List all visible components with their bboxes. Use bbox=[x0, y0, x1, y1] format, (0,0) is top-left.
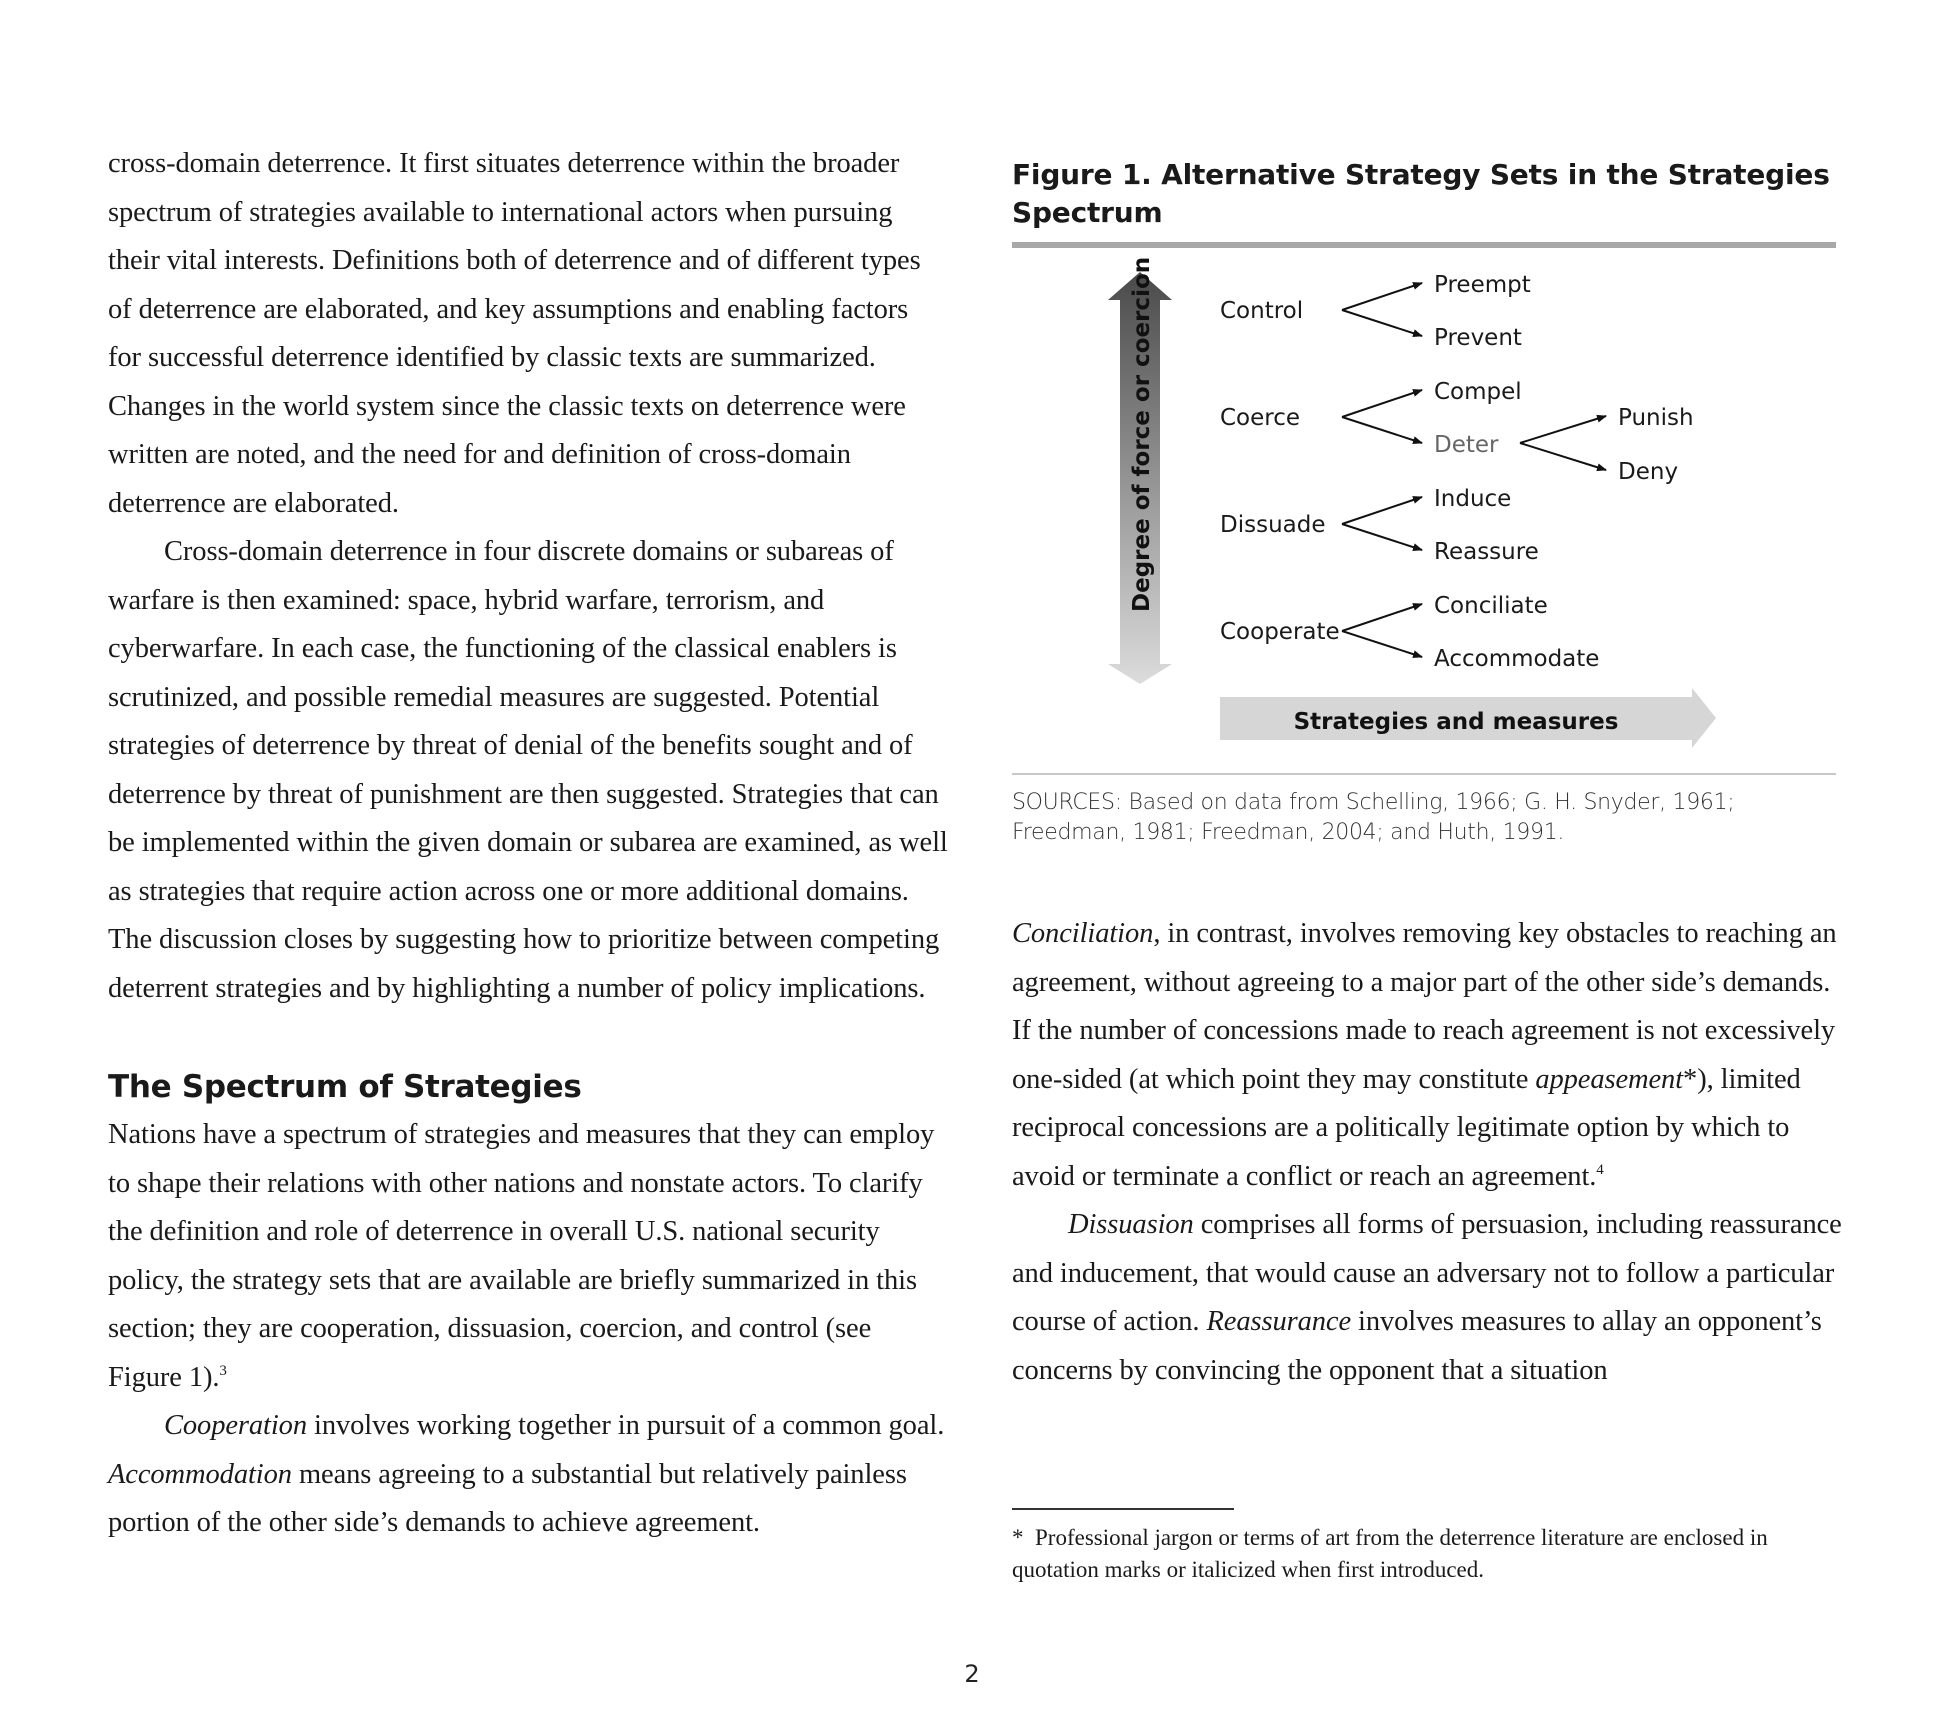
measure-deter: Deter bbox=[1434, 432, 1499, 458]
domains-paragraph: Cross-domain deterrence in four discrete domains or subareas of warfare is then examined: space, hybrid warfare, terrorism, and cyberwarfare. In each case, the functioning of the classical enablers is scrutinized, and possible remedial measures are suggested. Potential strategies of deterrence by threat of denial of the benefits sought and of deterrence by threat of punishment are then suggested. Strategies that can be implemented within the given domain or subarea are examined, as well as strategies that require action across one or more additional domains. The discussion closes by suggesting how to prioritize between competing deterrent strategies and by highlighting a number of policy implications. bbox=[108, 536, 948, 1004]
footnote-marker: * bbox=[1012, 1525, 1024, 1550]
cooperation-text-1: involves working together in pursuit of a common goal. bbox=[307, 1410, 945, 1441]
vertical-axis-label: Degree of force or coercion bbox=[1129, 256, 1155, 612]
spectrum-paragraph bbox=[108, 1111, 948, 1402]
conciliation-term: Conciliation bbox=[1012, 918, 1154, 949]
deter-punish: Punish bbox=[1618, 405, 1694, 431]
left-column bbox=[108, 140, 948, 1548]
measure-preempt: Preempt bbox=[1434, 272, 1531, 298]
intro-paragraph: cross-domain deterrence. It first situates deterrence within the broader spectrum of strategies available to international actors when pursuing their vital interests. Definitions both of deterrence and of different types of deterrence are elaborated, and key assumptions and enabling factors for successful deterrence identified by classic texts are summarized. Changes in the world system since the classic texts on deterrence were written are noted, and the need for and definition of cross-domain deterrence are elaborated. bbox=[108, 148, 921, 519]
measure-accommodate: Accommodate bbox=[1434, 646, 1600, 672]
appeasement-term: appeasement bbox=[1535, 1063, 1684, 1095]
measure-prevent: Prevent bbox=[1434, 325, 1522, 351]
measure-reassure: Reassure bbox=[1434, 539, 1539, 565]
conciliation-text-2: ), limited reciprocal concessions are a politically legitimate option by which to avoid or terminate a conflict or reach an agreement. bbox=[1012, 1063, 1801, 1192]
strategy-coerce: Coerce bbox=[1220, 405, 1301, 431]
figure-sources: SOURCES: Based on data from Schelling, 1966; G. H. Snyder, 1961; Freedman, 1981; Freedman, 2004; and Huth, 1991. bbox=[1012, 790, 1735, 845]
footnote-text: Professional jargon or terms of art from the deterrence literature are enclosed in quotation marks or italicized when first introduced. bbox=[1012, 1525, 1768, 1582]
cooperation-term: Cooperation bbox=[164, 1410, 307, 1441]
horizontal-axis-label: Strategies and measures bbox=[1293, 709, 1619, 735]
dissuasion-text-2: involves measures to allay an opponent’s concerns by convincing the opponent that a situation bbox=[1012, 1306, 1822, 1386]
conciliation-paragraph bbox=[1012, 910, 1842, 1201]
strategy-dissuade: Dissuade bbox=[1220, 512, 1326, 538]
strategy-control: Control bbox=[1220, 298, 1304, 324]
dissuasion-paragraph bbox=[1012, 1201, 1842, 1395]
right-column bbox=[1012, 910, 1842, 1395]
appeasement-marker[interactable]: * bbox=[1683, 1063, 1698, 1095]
figure-bottom-rule bbox=[1012, 773, 1836, 775]
measure-induce: Induce bbox=[1434, 486, 1512, 512]
page-number: 2 bbox=[964, 1660, 980, 1688]
dissuasion-term: Dissuasion bbox=[1068, 1209, 1194, 1240]
accommodation-term: Accommodation bbox=[108, 1458, 292, 1490]
footnote bbox=[1012, 1522, 1852, 1586]
conciliation-text-1: , in contrast, involves removing key obstacles to reaching an agreement, without agreeing to a major part of the other side’s demands. If the number of concessions made to reach agreement is not excessively one-sided (at which point they may constitute bbox=[1012, 918, 1837, 1095]
figure-diagram bbox=[1012, 250, 1842, 760]
footnote-rule bbox=[1012, 1508, 1234, 1510]
reassurance-term: Reassurance bbox=[1206, 1306, 1351, 1337]
figure-title: Figure 1. Alternative Strategy Sets in the Strategies Spectrum bbox=[1012, 158, 1830, 229]
measure-compel: Compel bbox=[1434, 379, 1522, 405]
spectrum-paragraph-text: Nations have a spectrum of strategies and measures that they can employ to shape their relations with other nations and nonstate actors. To clarify the definition and role of deterrence in overall U.S. national security policy, the strategy sets that are available are briefly summarized in this section; they are cooperation, dissuasion, coercion, and control (see Figure 1). bbox=[108, 1119, 935, 1393]
figure-top-rule bbox=[1012, 242, 1836, 248]
dissuasion-text-1: comprises all forms of persuasion, including reassurance and inducement, that would cause an adversary not to follow a particular course of action. bbox=[1012, 1209, 1842, 1337]
measure-conciliate: Conciliate bbox=[1434, 593, 1548, 619]
cooperation-text-2: means agreeing to a substantial but relatively painless portion of the other side’s demands to achieve agreement. bbox=[108, 1458, 907, 1538]
footnote-ref-3[interactable]: 3 bbox=[219, 1362, 227, 1379]
deter-deny: Deny bbox=[1618, 459, 1679, 485]
strategy-cooperate: Cooperate bbox=[1220, 619, 1340, 645]
section-heading: The Spectrum of Strategies bbox=[108, 1069, 582, 1105]
footnote-ref-4[interactable]: 4 bbox=[1596, 1161, 1604, 1178]
cooperation-paragraph bbox=[108, 1402, 948, 1548]
